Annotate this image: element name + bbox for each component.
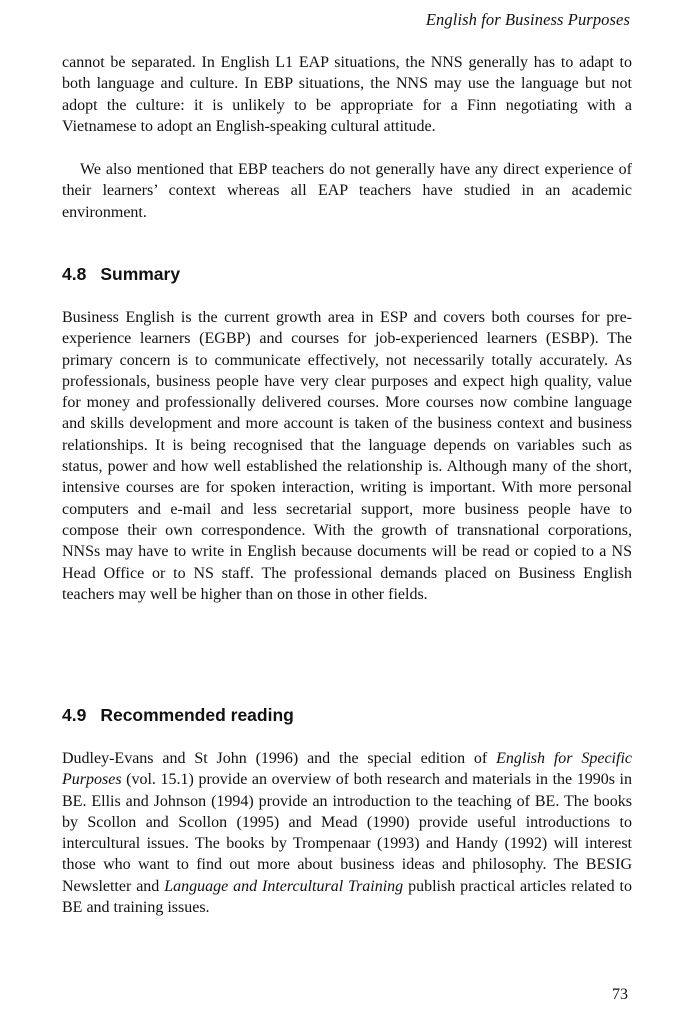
section-title: Recommended reading (100, 705, 294, 725)
running-head: English for Business Purposes (425, 10, 630, 29)
section-number: 4.9 (62, 705, 87, 725)
journal-title: Language and Intercultural Training (164, 877, 404, 895)
intro-paragraph-1-text: cannot be separated. In English L1 EAP situations, the NNS generally has to adapt to both language and culture. In EBP situations, the NNS may use the language but not adopt the culture: it is unlikely to be appropriate for a Finn negotiating with a Vietnamese to adopt an English-speaking cultural attitude. (62, 54, 632, 135)
reading-text-part-2: (vol. 15.1) provide an overview of both research and materials in the 1990s in BE. Ellis and Johnson (1994) provide an introduction to the teaching of BE. The books by Scollon and Scollon (1995) and Mead (1990) provide useful introductions to intercultural issues. The books by Trompenaar (1993) and Handy (1992) will interest those who want to find out more about business ideas and philosophy. The BESIG Newsletter and (62, 771, 632, 895)
reading-text-part-1: Dudley-Evans and St John (1996) and the special edition of (62, 750, 497, 767)
section-heading-recommended-reading (62, 705, 294, 726)
summary-paragraph (62, 307, 632, 605)
intro-paragraph-2-text: We also mentioned that EBP teachers do not generally have any direct experience of their learners’ context whereas all EAP teachers have studied in an academic environment. (62, 161, 632, 221)
section-number: 4.8 (62, 264, 87, 284)
section-heading-summary (62, 264, 180, 285)
page-number: 73 (612, 986, 628, 1003)
summary-text: Business English is the current growth area in ESP and covers both courses for pre-experience learners (EGBP) and courses for job-experienced learners (ESBP). The primary concern is to communicate effectively, not necessarily totally accurately. As professionals, business people have very clear purposes and expect high quality, value for money and professionally delivered courses. More courses now combine language and skills development and more account is taken of the business context and business relationships. It is being recognised that the language depends on variables such as status, power and how well established the relationship is. Although many of the short, intensive courses are for spoken interaction, writing is important. With more personal computers and e-mail and less secretarial support, more business people have to compose their own correspondence. With the growth of transnational corporations, NNSs may have to write in English because documents will be read or copied to a NS Head Office or to NS staff. The professional demands placed on Business English teachers may well be higher than on those in other fields. (62, 309, 632, 603)
journal-title: English for Specific Purposes (62, 750, 632, 789)
section-title: Summary (100, 264, 181, 284)
reading-text-part-3: publish practical articles related to BE and training issues. (62, 877, 633, 917)
reading-paragraph (62, 748, 632, 918)
intro-paragraph-2 (62, 159, 632, 223)
intro-paragraph-1 (62, 52, 632, 137)
